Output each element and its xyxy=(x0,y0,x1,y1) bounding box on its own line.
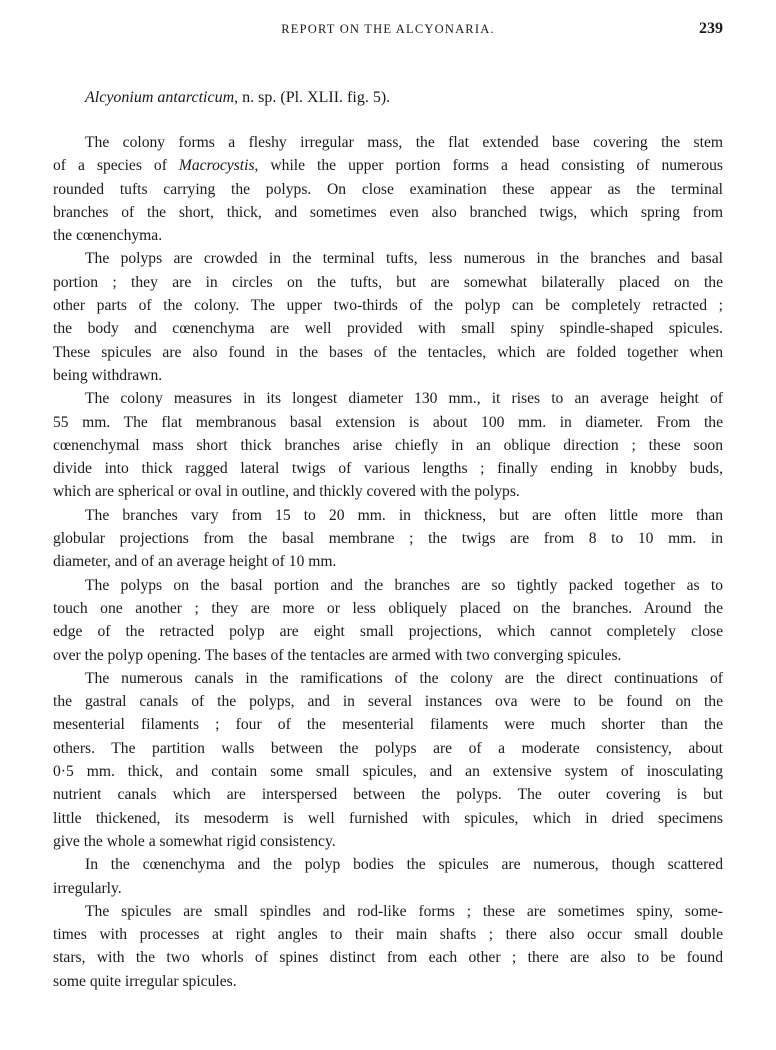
text-line xyxy=(53,970,723,993)
text-line xyxy=(53,434,723,457)
text-line xyxy=(53,341,723,364)
text-segment: The numerous canals in the ramifications of the colony are the direct continuations of xyxy=(85,669,723,687)
text-segment: irregularly. xyxy=(53,879,122,897)
text-segment: give the whole a somewhat rigid consistency. xyxy=(53,832,336,850)
text-line xyxy=(53,504,723,527)
text-segment: branches of the short, thick, and sometimes even also branched twigs, which spring from xyxy=(53,203,723,221)
text-segment: which are spherical or oval in outline, and thickly covered with the polyps. xyxy=(53,483,520,501)
text-line xyxy=(53,527,723,550)
text-segment: edge of the retracted polyp are eight small projections, which cannot completely close xyxy=(53,623,723,641)
text-line xyxy=(53,620,723,643)
text-line xyxy=(53,690,723,713)
text-line xyxy=(53,923,723,946)
text-segment: cœnenchymal mass short thick branches arise chiefly in an oblique direction ; these soon xyxy=(53,436,723,454)
text-segment: the gastral canals of the polyps, and in several instances ova were to be found on the xyxy=(53,693,723,711)
text-line xyxy=(53,224,723,247)
text-segment: stars, with the two whorls of spines distinct from each other ; there are also to be found xyxy=(53,949,723,967)
text-segment: little thickened, its mesoderm is well furnished with spicules, which in dried specimens xyxy=(53,809,723,827)
text-segment: The branches vary from 15 to 20 mm. in thickness, but are often little more than xyxy=(85,506,723,524)
page-number: 239 xyxy=(699,20,723,37)
text-segment: touch one another ; they are more or less obliquely placed on the branches. Around the xyxy=(53,599,723,617)
text-line xyxy=(53,713,723,736)
text-segment: The spicules are small spindles and rod-like forms ; these are sometimes spiny, some- xyxy=(85,902,723,920)
text-line xyxy=(53,387,723,410)
text-line xyxy=(53,317,723,340)
text-line xyxy=(53,411,723,434)
text-line xyxy=(53,271,723,294)
text-segment: globular projections from the basal membrane ; the twigs are from 8 to 10 mm. in xyxy=(53,530,723,548)
paragraph xyxy=(53,900,723,993)
text-segment: 0·5 mm. thick, and contain some small spicules, and an extensive system of inosculating xyxy=(53,763,723,781)
running-title: REPORT ON THE ALCYONARIA. xyxy=(281,22,495,36)
text-segment: some quite irregular spicules. xyxy=(53,972,237,990)
text-segment: others. The partition walls between the polyps are of a moderate consistency, about xyxy=(53,739,723,757)
paragraph xyxy=(53,667,723,853)
text-line xyxy=(53,644,723,667)
text-line xyxy=(53,178,723,201)
text-segment: the cœnenchyma. xyxy=(53,227,163,245)
text-line xyxy=(53,760,723,783)
paragraph xyxy=(53,247,723,387)
text-segment: diameter, and of an average height of 10 mm. xyxy=(53,553,337,571)
text-line xyxy=(53,830,723,853)
text-segment: over the polyp opening. The bases of the tentacles are armed with two converging spicules. xyxy=(53,646,622,664)
text-segment: the body and cœnenchyma are well provided with small spiny spindle-shaped spicules. xyxy=(53,320,723,338)
text-segment: times with processes at right angles to their main shafts ; there also occur small double xyxy=(53,926,723,944)
text-line xyxy=(53,807,723,830)
text-line xyxy=(53,597,723,620)
paragraph xyxy=(53,131,723,247)
paragraph xyxy=(53,504,723,574)
text-line xyxy=(53,877,723,900)
text-segment: being withdrawn. xyxy=(53,366,163,384)
text-segment: In the cœnenchyma and the polyp bodies the spicules are numerous, though scattered xyxy=(85,856,723,874)
text-line xyxy=(53,900,723,923)
body-text xyxy=(53,131,723,993)
text-segment: nutrient canals which are interspersed between the polyps. The outer covering is but xyxy=(53,786,723,804)
paragraph xyxy=(53,574,723,667)
heading-rest: , n. sp. (Pl. XLII. fig. 5). xyxy=(234,89,391,106)
text-line xyxy=(53,737,723,760)
text-line xyxy=(53,364,723,387)
text-segment: The colony measures in its longest diameter 130 mm., it rises to an average height of xyxy=(85,390,723,408)
text-segment: rounded tufts carrying the polyps. On close examination these appear as the terminal xyxy=(53,180,723,198)
text-line xyxy=(53,550,723,573)
text-line xyxy=(53,247,723,270)
text-line xyxy=(53,131,723,154)
text-line xyxy=(53,201,723,224)
text-segment: of a species of xyxy=(53,157,179,175)
text-segment: 55 mm. The flat membranous basal extension is about 100 mm. in diameter. From the xyxy=(53,413,723,431)
text-line xyxy=(53,154,723,177)
text-segment: , while the upper portion forms a head consisting of numerous xyxy=(254,157,723,175)
text-line xyxy=(53,853,723,876)
text-line xyxy=(53,667,723,690)
text-segment: These spicules are also found in the bases of the tentacles, which are folded together when xyxy=(53,343,723,361)
text-segment: other parts of the colony. The upper two-thirds of the polyp can be completely retracted ; xyxy=(53,297,723,315)
text-segment: divide into thick ragged lateral twigs of various lengths ; finally ending in knobby buds, xyxy=(53,460,723,478)
text-line xyxy=(53,480,723,503)
species-name: Alcyonium antarcticum xyxy=(85,89,235,106)
section-heading xyxy=(85,89,390,107)
text-segment: The colony forms a fleshy irregular mass, the flat extended base covering the stem xyxy=(85,134,723,151)
text-line xyxy=(53,946,723,969)
text-line xyxy=(53,457,723,480)
text-line xyxy=(53,783,723,806)
paragraph xyxy=(53,853,723,900)
text-segment: portion ; they are in circles on the tufts, but are somewhat bilaterally placed on the xyxy=(53,273,723,291)
italic-text: Macrocystis xyxy=(178,157,255,175)
paragraph xyxy=(53,387,723,503)
text-segment: The polyps are crowded in the terminal tufts, less numerous in the branches and basal xyxy=(85,250,723,268)
text-segment: The polyps on the basal portion and the branches are so tightly packed together as to xyxy=(85,576,723,594)
text-line xyxy=(53,294,723,317)
text-segment: mesenterial filaments ; four of the mesenterial filaments were much shorter than the xyxy=(53,716,723,734)
running-header xyxy=(53,20,723,40)
text-line xyxy=(53,574,723,597)
